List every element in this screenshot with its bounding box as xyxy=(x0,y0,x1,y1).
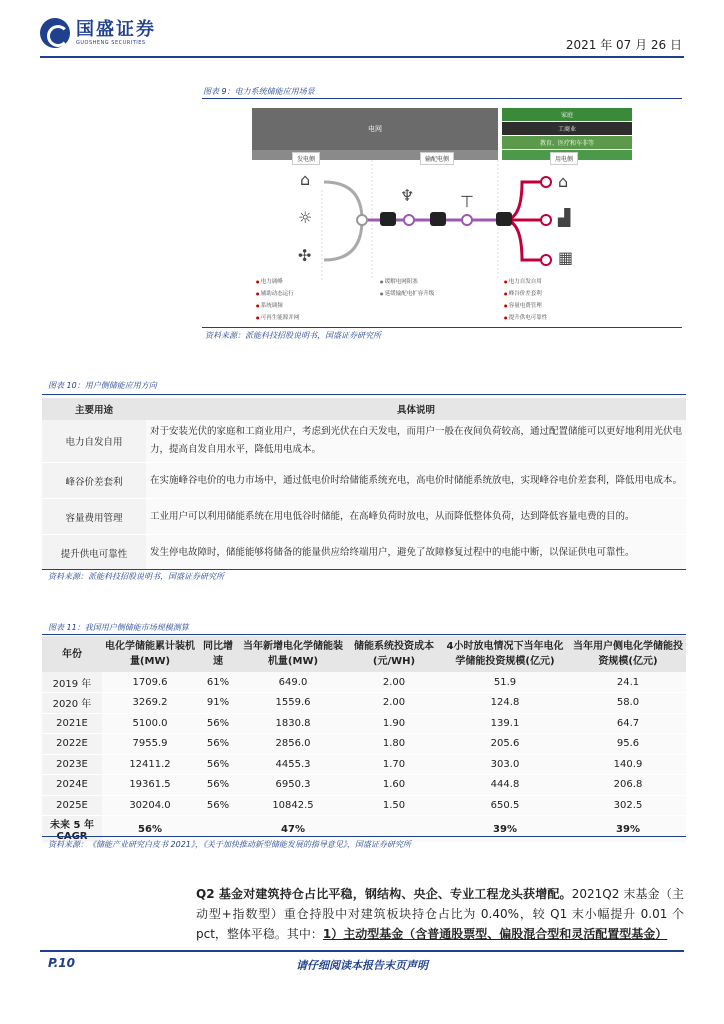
cagr-cell: 39% xyxy=(440,816,570,843)
table-cell-value: 56% xyxy=(198,775,238,796)
table-row xyxy=(42,672,686,693)
table-cell-use: 电力自发自用 xyxy=(42,420,146,463)
table-cell-value: 7955.9 xyxy=(102,734,198,755)
cagr-cell: 56% xyxy=(102,816,198,843)
header-divider xyxy=(40,56,684,58)
table-row xyxy=(42,775,686,796)
generation-use-list xyxy=(256,276,299,324)
cagr-cell: 47% xyxy=(238,816,348,843)
user-point: ● 提升供电可靠性 xyxy=(504,315,547,321)
table-cell-value: 51.9 xyxy=(440,672,570,693)
gen-point: ● 电力调峰 xyxy=(256,279,283,285)
table-cell-year: 2020 年 xyxy=(42,693,102,714)
table-cell-value: 64.7 xyxy=(570,713,686,734)
zone-label-consumption: 用电侧 xyxy=(550,152,578,165)
table-cell-desc: 工业用户可以利用储能系统在用电低谷时储能，在高峰负荷时放电，从而降低整体负荷，达到降低容量电费的目的。 xyxy=(146,499,686,535)
table-cell-value: 56% xyxy=(198,734,238,755)
solar-panel-icon: ☼ xyxy=(298,208,313,227)
body-paragraph xyxy=(196,884,684,944)
figure-9-top-rule xyxy=(202,98,682,99)
table-header-cell: 4小时放电情况下当年电化学储能投资规模(亿元) xyxy=(440,636,570,672)
table-cell-value: 1709.6 xyxy=(102,672,198,693)
user-type-education: 教育、医疗和车非等 xyxy=(502,136,632,149)
table-cell-value: 1.80 xyxy=(348,734,440,755)
consumption-flow-bottom xyxy=(504,220,542,260)
gen-point: ● 辅助动态运行 xyxy=(256,291,294,297)
table-cell-value: 56% xyxy=(198,754,238,775)
table-cell-use: 提升供电可靠性 xyxy=(42,535,146,571)
company-logo xyxy=(40,18,156,48)
house-icon: ⌂ xyxy=(558,172,569,191)
table-cell-value: 1.60 xyxy=(348,775,440,796)
table-header-row xyxy=(42,636,686,672)
figure-9-bottom-rule xyxy=(202,327,682,328)
table-header-cell: 同比增速 xyxy=(198,636,238,672)
table-cell-use: 峰谷价差套利 xyxy=(42,463,146,499)
figure-11-source: 资料来源：《储能产业研究白皮书 2021》，《关于加快推动新型储能发展的指导意见》，国盛证券研究所 xyxy=(48,840,411,849)
table-cell-value: 2856.0 xyxy=(238,734,348,755)
table-cell-value: 206.8 xyxy=(570,775,686,796)
table-cell-value: 124.8 xyxy=(440,693,570,714)
figure-10-top-rule xyxy=(42,394,686,395)
table-cell-value: 139.1 xyxy=(440,713,570,734)
user-type-commercial: 工商业 xyxy=(502,122,632,135)
user-point: ● 峰谷价差套利 xyxy=(504,291,542,297)
market-size-table xyxy=(42,636,686,843)
table-header-cell: 当年用户侧电化学储能投资规模(亿元) xyxy=(570,636,686,672)
figure-11-bottom-rule xyxy=(42,836,686,837)
grid-point: ● 缓解电网阻塞 xyxy=(380,279,418,285)
table-cell-value: 1830.8 xyxy=(238,713,348,734)
battery-icon-2 xyxy=(430,212,446,226)
table-row xyxy=(42,420,686,463)
gen-point: ● 系统调频 xyxy=(256,303,283,309)
table-header-row xyxy=(42,398,686,420)
figure-9-title: 图表 9：电力系统储能应用场景 xyxy=(203,87,315,96)
table-cell-value: 58.0 xyxy=(570,693,686,714)
table-header-cell: 具体说明 xyxy=(146,398,686,420)
table-cell-value: 6950.3 xyxy=(238,775,348,796)
table-cell-value: 30204.0 xyxy=(102,795,198,816)
user-type-home: 家庭 xyxy=(502,108,632,121)
table-cell-desc: 在实施峰谷电价的电力市场中，通过低电价时给储能系统充电，高电价时储能系统放电，实现峰谷电价差套利，降低用电成本。 xyxy=(146,463,686,499)
power-pole-icon: ⊤ xyxy=(460,192,474,211)
table-cell-value: 61% xyxy=(198,672,238,693)
figure-11-title: 图表 11：我国用户侧储能市场规模测算 xyxy=(48,623,189,632)
user-point: ● 容量电费管理 xyxy=(504,303,542,309)
zone-label-generation: 发电侧 xyxy=(292,152,320,165)
table-cell-year: 2024E xyxy=(42,775,102,796)
table-cell-value: 1.50 xyxy=(348,795,440,816)
figure-10-source: 资料来源：派能科技招股说明书，国盛证券研究所 xyxy=(48,572,224,581)
energy-storage-diagram xyxy=(252,108,632,328)
zone-label-transmission: 输配电侧 xyxy=(420,152,454,165)
footer-disclaimer: 请仔细阅读本报告末页声明 xyxy=(296,959,428,972)
paragraph-text: 2021Q2 末基金（主动型+指数型）重仓持股中对建筑板块持仓占比为 0.40%，较 Q1 末小幅提升 0.01 个 pct，整体平稳。其中： xyxy=(196,887,685,941)
table-cell-value: 2.00 xyxy=(348,693,440,714)
factory-icon: ▟ xyxy=(558,208,571,227)
table-header-cell: 年份 xyxy=(42,636,102,672)
page-header xyxy=(0,0,724,64)
battery-icon-1 xyxy=(380,212,396,226)
table-cell-value: 95.6 xyxy=(570,734,686,755)
table-row xyxy=(42,499,686,535)
consumption-use-list xyxy=(504,276,547,324)
table-cell-value: 649.0 xyxy=(238,672,348,693)
table-cell-value: 10842.5 xyxy=(238,795,348,816)
figure-10-bottom-rule xyxy=(42,569,686,570)
paragraph-underline: 1）主动型基金（含普通股票型、偏股混合型和灵活配置型基金） xyxy=(322,927,668,941)
table-cell-value: 140.9 xyxy=(570,754,686,775)
table-cell-value: 91% xyxy=(198,693,238,714)
user-point: ● 电力自发自用 xyxy=(504,279,542,285)
gen-point: ● 可再生能源并网 xyxy=(256,315,299,321)
report-date: 2021 年 07 月 26 日 xyxy=(565,38,682,52)
table-cell-value: 2.00 xyxy=(348,672,440,693)
table-row xyxy=(42,713,686,734)
table-cell-value: 56% xyxy=(198,713,238,734)
table-row xyxy=(42,463,686,499)
table-cell-value: 24.1 xyxy=(570,672,686,693)
cagr-label: 未来 5 年 xyxy=(42,816,102,843)
table-row xyxy=(42,734,686,755)
table-row xyxy=(42,754,686,775)
table-cell-value: 444.8 xyxy=(440,775,570,796)
table-cell-value: 3269.2 xyxy=(102,693,198,714)
transmission-tower-icon: ♆ xyxy=(400,186,415,205)
table-cell-desc: 发生停电故障时，储能能够将储备的能量供应给终端用户，避免了故障修复过程中的电能中断，以保证供电可靠性。 xyxy=(146,535,686,571)
table-cell-value: 302.5 xyxy=(570,795,686,816)
wind-turbine-icon: ✣ xyxy=(298,246,312,265)
table-cell-value: 303.0 xyxy=(440,754,570,775)
user-type-box xyxy=(502,108,632,150)
table-cell-value: 56% xyxy=(198,795,238,816)
table-header-cell: 储能系统投资成本(元/WH) xyxy=(348,636,440,672)
table-cell-use: 容量费用管理 xyxy=(42,499,146,535)
logo-text-cn: 国盛证券 xyxy=(76,19,156,40)
user-side-storage-table xyxy=(42,398,686,571)
footer-divider xyxy=(40,950,684,952)
power-plant-icon: ⌂ xyxy=(300,170,311,189)
figure-9-source: 资料来源：派能科技招股说明书，国盛证券研究所 xyxy=(205,331,381,340)
table-cell-year: 2022E xyxy=(42,734,102,755)
grid-strip xyxy=(252,150,498,160)
table-cell-value: 12411.2 xyxy=(102,754,198,775)
page-number: P.10 xyxy=(48,956,75,970)
building-icon: ▦ xyxy=(558,248,574,267)
grid-bar: 电网 xyxy=(252,108,498,150)
table-row xyxy=(42,795,686,816)
logo-icon xyxy=(40,18,70,48)
table-cell-value: 205.6 xyxy=(440,734,570,755)
table-row xyxy=(42,535,686,571)
table-header-cell: 当年新增电化学储能装机量(MW) xyxy=(238,636,348,672)
figure-10-title: 图表 10：用户侧储能应用方向 xyxy=(48,381,157,390)
table-header-cell: 主要用途 xyxy=(42,398,146,420)
table-cell-value: 1.90 xyxy=(348,713,440,734)
battery-icon-3 xyxy=(496,212,512,226)
table-row xyxy=(42,693,686,714)
table-cell-value: 1559.6 xyxy=(238,693,348,714)
table-header-cell: 电化学储能累计装机量(MW) xyxy=(102,636,198,672)
table-cell-year: 2019 年 xyxy=(42,672,102,693)
table-cell-year: 2021E xyxy=(42,713,102,734)
logo-text-en: GUOSHENG SECURITIES xyxy=(76,40,146,46)
table-cell-desc: 对于安装光伏的家庭和工商业用户，考虑到光伏在白天发电，而用户一般在夜间负荷较高，通过配置储能可以更好地利用光伏电力，提高自发自用水平，降低用电成本。 xyxy=(146,420,686,463)
table-cell-value: 5100.0 xyxy=(102,713,198,734)
table-cell-value: 650.5 xyxy=(440,795,570,816)
table-cell-value: 4455.3 xyxy=(238,754,348,775)
table-cell-year: 2023E xyxy=(42,754,102,775)
table-cell-year: 2025E xyxy=(42,795,102,816)
grid-point: ● 延缓输配电扩容升级 xyxy=(380,291,434,297)
figure-11-top-rule xyxy=(42,634,686,635)
table-cell-value: 19361.5 xyxy=(102,775,198,796)
cagr-cell: 39% xyxy=(570,816,686,843)
table-cell-value: 1.70 xyxy=(348,754,440,775)
transmission-use-list xyxy=(380,276,434,300)
paragraph-lead: Q2 基金对建筑持仓占比平稳，钢结构、央企、专业工程龙头获增配。 xyxy=(196,887,572,901)
